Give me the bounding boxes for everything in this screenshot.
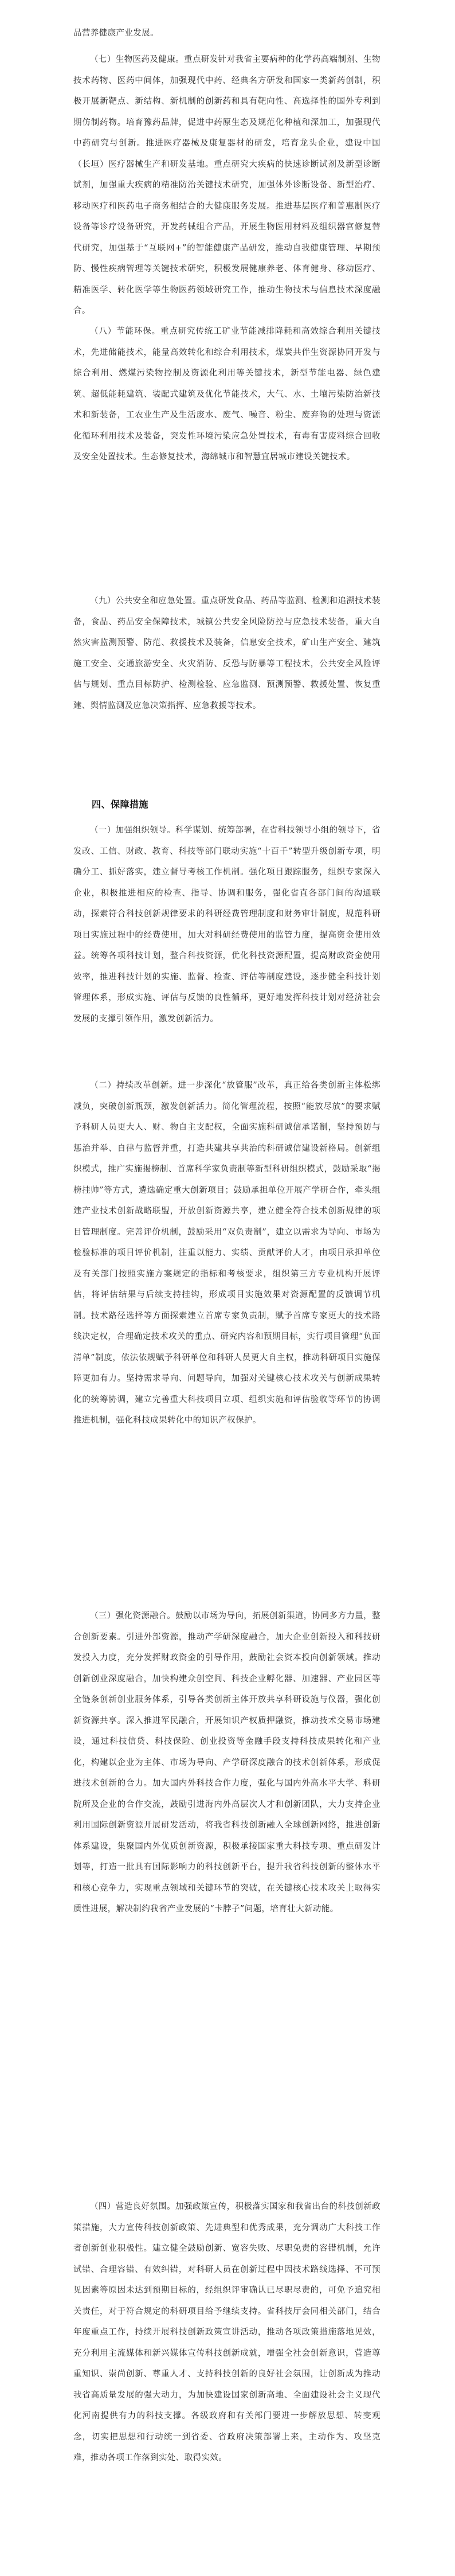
paragraph-energy-saving: （八）节能环保。重点研究传统工矿业节能减排降耗和高效综合利用关键技术，先进储能技术，能量高效转化和综合利用技术，煤炭共伴生资源协同开发与综合利用、燃煤污染物控制及资源化利用等关键技术，新型节能电器、绿色建筑、超低能耗建筑、装配式建筑及优化节能技术，大气、水、土壤污染防治新技术和新装备，工农业生产及生活废水、废气、噪音、粉尘、废弃物的处理与资源化循环利用技术及装备，突发性环境污染应急处置技术，有毒有害废料综合回收及安全处置技术。生态修复技术，海绵城市和智慧宜居城市建设关键技术。 — [73, 327, 381, 462]
paragraph-public-safety: （九）公共安全和应急处置。重点研发食品、药品等监测、检测和追溯技术装备，食品、药品安全保障技术，城镇公共安全风险防控与应急技术装备，重大自然灾害监测预警、防范、救援技术及装备，信息安全技术，矿山生产安全、建筑施工安全、交通旅游安全、火灾消防、反恐与防暴等工程技术，公共安全风险评估与规划、重点目标防护、检测检验、应急监测、预测预警、救援处置、恢复重建、舆情监测及应急决策指挥、应急救援等技术。 — [73, 596, 381, 711]
paragraph-atmosphere: （四）营造良好氛围。加强政策宣传，积极落实国家和我省出台的科技创新政策措施，大力宣传科技创新政策、先进典型和优秀成果，充分调动广大科技工作者创新创业积极性。建立健全鼓励创新、宽容失败、尽职免责的容错机制，允许试错、合理容错、有效纠错，对科研人员在创新过程中因技术路线选择、不可预见因素等原因未达到预期目标的，经组织评审确认已尽职尽责的，可免予追究相关责任，对于符合规定的科研项目给予继续支持。省科技厅会同相关部门，结合年度重点工作，持续开展科技创新政策宣讲活动，推动各项政策措施落地见效，充分利用主流媒体和新兴媒体宣传科技创新成就，增强全社会创新意识，营造尊重知识、崇尚创新、尊重人才、支持科技创新的良好社会氛围，让创新成为推动我省高质量发展的强大动力，为加快建设国家创新高地、全面建设社会主义现代化河南提供有力的科技支撑。各级政府和有关部门要进一步解放思想、转变观念，切实把思想和行动统一到省委、省政府决策部署上来，主动作为、攻坚克难，推动各项工作落到实处、取得实效。 — [73, 2202, 381, 2462]
section-heading-safeguards: 四、保障措施 — [92, 799, 149, 810]
paragraph-reform: （二）持续改革创新。进一步深化“放管服”改革，真正给各类创新主体松绑减负，突破创新瓶颈，激发创新活力。简化管理流程，按照“能放尽放”的要求赋予科研人员更大人、财、物自主支配权，全面实施科研诚信承诺制，坚持预防与惩治并举、自律与监督并重，打造共建共享共治的科研诚信建设新格局。创新组织模式，推广实施揭榜制、首席科学家负责制等新型科研组织模式，鼓励采取“揭榜挂帅”等方式，遴选确定重大创新项目；鼓励承担单位开展产学研合作，牵头组建产业技术创新战略联盟，开放创新资源共享，建立健全符合技术创新规律的项目管理制度。完善评价机制，鼓励采用“双负责制”，建立以需求为导向、市场为检验标准的项目评价机制，注重以能力、实绩、贡献评价人才，由项目承担单位及有关部门按照实施方案规定的指标和考核要求，组织第三方专业机构开展评估，将评估结果与后续支持挂钩，形成项目实施效果对资源配置的反馈调节机制。技术路径选择等方面探索建立首席专家负责制，赋予首席专家更大的技术路线决定权，合理确定技术攻关的重点、研究内容和预期目标，实行项目管理“负面清单”制度，依法依规赋予科研单位和科研人员更大自主权，推动科研项目实施保障更加有力。坚持需求导向、问题导向，加强对关键核心技术攻关与创新成果转化的统筹协调，建立完善重大科技项目立项、组织实施和评估验收等环节的协调推进机制，强化科技成果转化中的知识产权保护。 — [73, 1081, 381, 1425]
paragraph-intro-tail: 品营养健康产业发展。 — [73, 29, 159, 38]
paragraph-resources: （三）强化资源融合。鼓励以市场为导向，拓展创新渠道，协同多方力量，整合创新要素。引进外部资源，推动产学研深度融合，加大企业创新投入和科技研发投入力度，充分发挥财政资金的引导作用，鼓励社会资本投向创新领域。推动创新创业深度融合，加快构建众创空间、科技企业孵化器、加速器、产业园区等全链条创新创业服务体系，引导各类创新主体开放共享科研设施与仪器，强化创新资源共享。深入推进军民融合，开展知识产权质押融资，推动技术交易市场建设，通过科技信贷、科技保险、创业投资等金融手段支持科技成果转化和产业化，构建以企业为主体、市场为导向、产学研深度融合的技术创新体系，形成促进技术创新的合力。加大国内外科技合作力度，强化与国内外高水平大学、科研院所及企业的合作交流，鼓励引进海内外高层次人才和创新团队，大力支持企业利用国际创新资源开展研发活动，将我省科技创新融入全球创新网络，推进创新体系建设，集聚国内外优质创新资源，积极承接国家重大科技专项、重点研发计划等，打造一批具有国际影响力的科技创新平台，提升我省科技创新的整体水平和核心竞争力，实现重点领域和关键环节的突破，在关键核心技术攻关上取得实质性进展，解决制约我省产业发展的“卡脖子”问题，培育壮大新动能。 — [73, 1611, 381, 1914]
paragraph-organization: （一）加强组织领导。科学谋划、统筹部署，在省科技领导小组的领导下，省发改、工信、财政、教育、科技等部门联动实施“十百千”转型升级创新专项，明确分工、抓好落实，建立督导考核工作机制。强化项目跟踪服务，组织专家深入企业，积极推进相应的检查、指导、协调和服务，强化省直各部门间的沟通联动，探索符合科技创新规律要求的科研经费管理制度和财务审计制度，规范科研项目实施过程中的经费使用，加大对科研经费使用的监管力度，提高资金使用效益。统筹各项科技计划，整合科技资源，优化科技资源配置，提高财政资金使用效率，推进科技计划的实施、监督、检查、评估等制度建设，逐步健全科技计划管理体系，形成实施、评估与反馈的良性循环，更好地发挥科技计划对经济社会发展的支撑引领作用，激发创新活力。 — [73, 826, 381, 1024]
paragraph-biomedicine: （七）生物医药及健康。重点研发针对我省主要病种的化学药高端制剂、生物技术药物、医药中间体，加强现代中药、经典名方研发和国家一类新药创制，积极开展新靶点、新结构、新机制的创新药和具有靶向性、高选择性的国外专利到期仿制药物。培育豫药品牌，促进中药原生态及规范化种植和深加工，加强现代中药研究与创新。推进医疗器械及康复器材的研发，培育龙头企业，建设中国（长垣）医疗器械生产和研发基地。重点研究大疾病的快速诊断试剂及新型诊断试剂，加强重大疾病的精准防治关键技术研究，加强体外诊断设备、新型治疗、移动医疗和医药电子商务相结合的大健康服务发展。推进基层医疗和普惠制医疗设备等诊疗设备研究，开发药械组合产品，开展生物医用材料及组织器官修复替代研究，加强基于“互联网+”的智能健康产品研发，推动自我健康管理、早期预防、慢性疾病管理等关键技术研究，积极发展健康养老、体育健身、移动医疗、精准医学、转化医学等生物医药领域研究工作，推动生物技术与信息技术深度融合。 — [73, 55, 381, 315]
